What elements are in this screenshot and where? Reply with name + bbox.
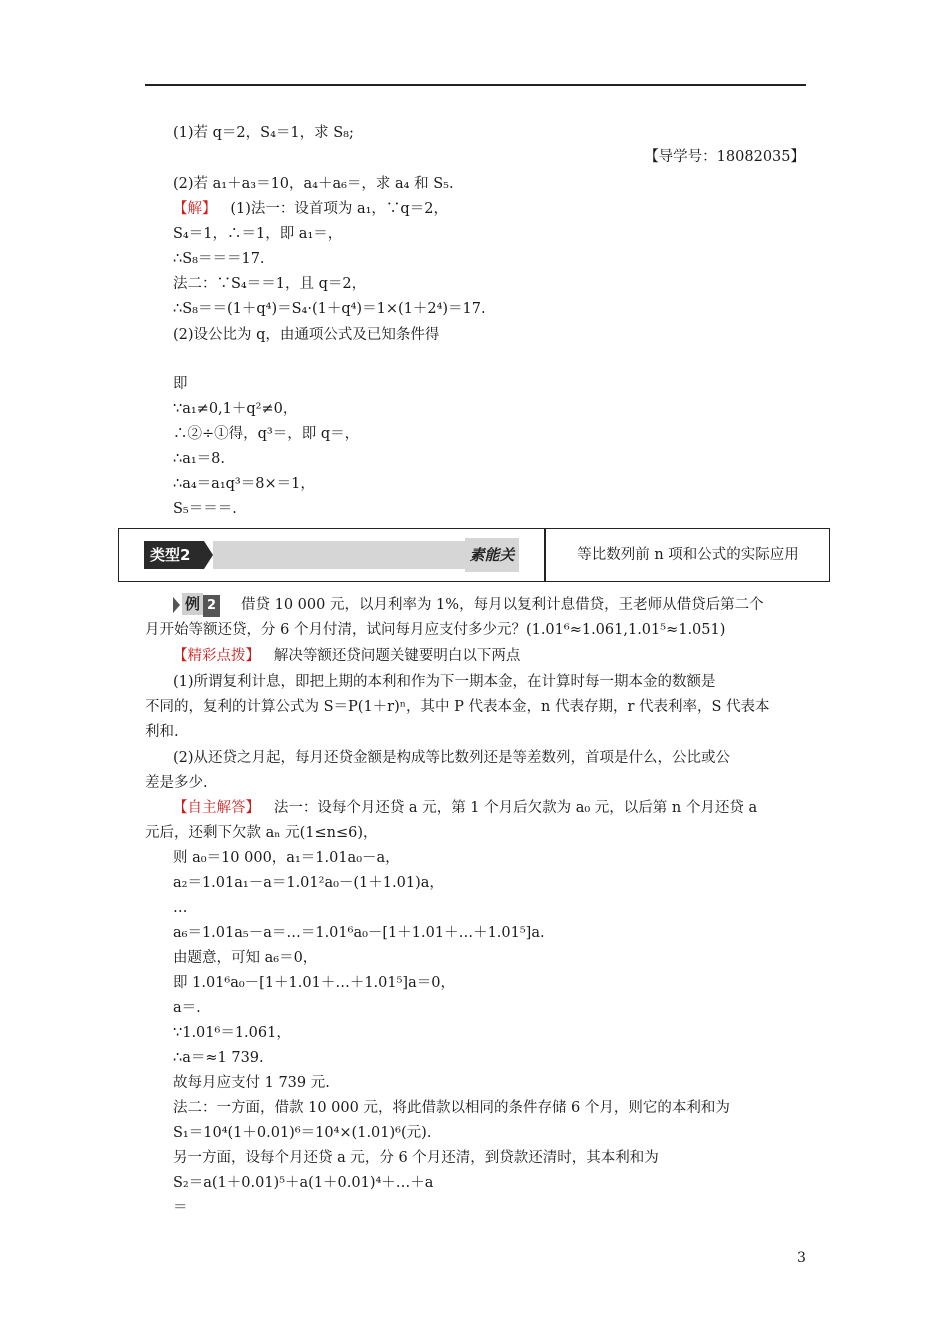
answer-line: 即 1.01⁶a₀－[1＋1.01＋…＋1.01⁵]a＝0，: [173, 975, 455, 991]
answer-line: S₂＝a(1＋0.01)⁵＋a(1＋0.01)⁴＋…＋a: [173, 1175, 434, 1191]
guide-number: 【导学号：18082035】: [644, 149, 805, 165]
solution-label: 【解】: [173, 201, 217, 217]
section-banner: [118, 528, 830, 582]
example-line-1: 借贷 10 000 元，以月利率为 1%，每月以复利计息借贷，王老师从借贷后第二个: [241, 597, 764, 613]
answer-line: ∵1.01⁶＝1.061，: [173, 1025, 291, 1041]
tips-line: 差是多少.: [145, 775, 208, 791]
banner-bar: [213, 541, 465, 569]
page-number: 3: [797, 1250, 806, 1266]
answer-line: 由题意，可知 a₆＝0，: [173, 950, 318, 966]
solution-line: (2)设公比为 q，由通项公式及已知条件得: [173, 327, 440, 343]
solution-line: ∴a₁＝8.: [173, 451, 226, 467]
tips-line: 不同的，复利的计算公式为 S＝P(1＋r)ⁿ，其中 P 代表本金，n 代表存期，r 代表利率，S 代表本: [145, 699, 770, 715]
answer-line: ＝: [173, 1200, 188, 1216]
solution-line: ∵a₁≠0,1＋q²≠0，: [173, 401, 298, 417]
example-badge: 例 2: [173, 593, 220, 615]
play-icon: [173, 597, 180, 613]
answer-line: …: [173, 900, 188, 916]
example-line-2: 月开始等额还贷，分 6 个月付清，试问每月应支付多少元？(1.01⁶≈1.061,1.01⁵≈1.051): [145, 622, 726, 638]
problem-part-2: (2)若 a₁＋a₃＝10，a₄＋a₆＝，求 a₄ 和 S₅.: [173, 176, 454, 192]
tips-line: 利和.: [145, 724, 179, 740]
answer-line: 故每月应支付 1 739 元.: [173, 1075, 330, 1091]
tips-line: (2)从还贷之月起，每月还贷金额是构成等比数列还是等差数列，首项是什么，公比或公: [173, 750, 731, 766]
tips-label: 【精彩点拨】: [173, 648, 260, 664]
solution-line: 即: [173, 376, 188, 392]
stamp-label: 素能关: [465, 538, 519, 572]
answer-line: 元后，还剩下欠款 aₙ 元(1≤n≤6)，: [145, 825, 378, 841]
solution-line: ∴S₈＝＝＝17.: [173, 251, 265, 267]
answer-line: 则 a₀＝10 000，a₁＝1.01a₀－a，: [173, 850, 400, 866]
answer-line: 【自主解答】 法一：设每个月还贷 a 元，第 1 个月后欠款为 a₀ 元，以后第 n 个月还贷 a: [173, 800, 758, 816]
solution-line: ∴②÷①得，q³＝，即 q＝，: [173, 426, 360, 442]
answer-line: 法二：一方面，借款 10 000 元，将此借款以相同的条件存储 6 个月，则它的本利和为: [173, 1100, 730, 1116]
solution-line: S₅＝＝＝.: [173, 501, 237, 517]
solution-line: S₄＝1，∴＝1，即 a₁＝，: [173, 226, 343, 242]
tips-line: (1)所谓复利计息，即把上期的本利和作为下一期本金，在计算时每一期本金的数额是: [173, 674, 716, 690]
solution-line: ∴a₄＝a₁q³＝8×＝1，: [173, 476, 315, 492]
header-rule: [145, 84, 806, 86]
answer-line: a₂＝1.01a₁－a＝1.01²a₀－(1＋1.01)a，: [173, 875, 444, 891]
answer-line: a₆＝1.01a₅－a＝…＝1.01⁶a₀－[1＋1.01＋…＋1.01⁵]a.: [173, 925, 545, 941]
tips-line: 【精彩点拨】 解决等额还贷问题关键要明白以下两点: [173, 648, 521, 664]
type-label: 类型2: [144, 541, 204, 569]
answer-label: 【自主解答】: [173, 800, 260, 816]
solution-line: ∴S₈＝＝(1＋q⁴)＝S₄·(1＋q⁴)＝1×(1＋2⁴)＝17.: [173, 301, 486, 317]
banner-arrow-icon: [204, 541, 213, 569]
solution-line: 法二：∵S₄＝＝1，且 q＝2，: [173, 276, 367, 292]
answer-line: 另一方面，设每个月还贷 a 元，分 6 个月还清，到贷款还清时，其本利和为: [173, 1150, 659, 1166]
answer-line: ∴a＝≈1 739.: [173, 1050, 264, 1066]
solution-line: 【解】 (1)法一：设首项为 a₁，∵q＝2，: [173, 201, 448, 217]
problem-part-1: (1)若 q＝2，S₄＝1，求 S₈;: [173, 125, 354, 141]
answer-line: a＝.: [173, 1000, 201, 1016]
answer-line: S₁＝10⁴(1＋0.01)⁶＝10⁴×(1.01)⁶(元).: [173, 1125, 432, 1141]
section-title: 等比数列前 n 项和公式的实际应用: [577, 547, 799, 563]
